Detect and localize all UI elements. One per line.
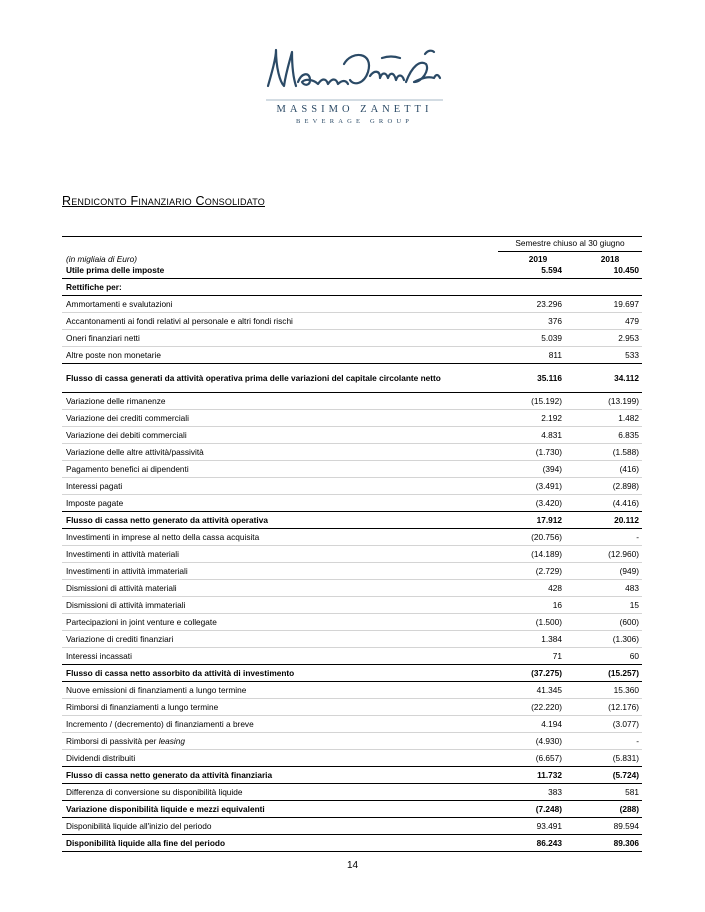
value-2018: 6.835 xyxy=(618,430,639,440)
value-2019: 4.831 xyxy=(541,430,562,440)
year-2018-header: 2018 xyxy=(600,254,620,264)
value-2019: (3.491) xyxy=(535,481,562,491)
value-2019: 1.384 xyxy=(541,634,562,644)
table-row xyxy=(62,444,642,461)
value-2019: 86.243 xyxy=(536,838,562,848)
row-label: Variazione dei crediti commerciali xyxy=(66,413,189,423)
year-2019-header: 2019 xyxy=(528,254,548,264)
cash-flow-table xyxy=(62,230,642,852)
row-label: Rimborsi di finanziamenti a lungo termine xyxy=(66,702,219,712)
value-2018: 479 xyxy=(625,316,639,326)
row-label: Disponibilità liquide alla fine del periodo xyxy=(66,838,226,848)
value-2018: - xyxy=(636,532,639,542)
header-top-rule xyxy=(62,236,642,237)
value-2019: 811 xyxy=(548,350,562,360)
row-label: Pagamento benefici ai dipendenti xyxy=(66,464,189,474)
row-label: Variazione delle altre attività/passività xyxy=(66,447,204,457)
value-2019: 23.296 xyxy=(536,299,562,309)
row-label: Dismissioni di attività immateriali xyxy=(66,600,186,610)
row-label: Investimenti in imprese al netto della cassa acquisita xyxy=(66,532,260,542)
value-2018: (416) xyxy=(619,464,639,474)
table-row xyxy=(62,262,642,279)
value-2019: (1.730) xyxy=(535,447,562,457)
table-row xyxy=(62,818,642,835)
table-row xyxy=(62,427,642,444)
table-row xyxy=(62,682,642,699)
value-2018: (15.257) xyxy=(608,668,639,678)
row-label: Dismissioni di attività materiali xyxy=(66,583,177,593)
value-2018: (3.077) xyxy=(612,719,639,729)
value-2019: (3.420) xyxy=(535,498,562,508)
row-label: Rettifiche per: xyxy=(66,282,122,292)
value-2019: 11.732 xyxy=(537,770,562,780)
table-row xyxy=(62,631,642,648)
value-2018: 2.953 xyxy=(618,333,639,343)
table-row xyxy=(62,313,642,330)
value-2019: (37.275) xyxy=(531,668,562,678)
value-2018: (288) xyxy=(619,804,639,814)
value-2018: 533 xyxy=(625,350,639,360)
table-row xyxy=(62,478,642,495)
page-title: Rendiconto Finanziario Consolidato xyxy=(62,194,265,208)
row-label: Incremento / (decremento) di finanziamenti a breve xyxy=(66,719,254,729)
row-label: Investimenti in attività materiali xyxy=(66,549,179,559)
table-row xyxy=(62,665,642,682)
value-2019: 376 xyxy=(548,316,562,326)
value-2018: 1.482 xyxy=(618,413,639,423)
value-2019: 428 xyxy=(548,583,562,593)
table-row xyxy=(62,512,642,529)
value-2018: 581 xyxy=(625,787,639,797)
value-2018: 10.450 xyxy=(613,265,639,275)
value-2018: (4.416) xyxy=(612,498,639,508)
row-label: Variazione di crediti finanziari xyxy=(66,634,174,644)
signature-logo-icon xyxy=(262,42,447,102)
value-2019: 16 xyxy=(552,600,562,610)
row-label: Accantonamenti ai fondi relativi al personale e altri fondi rischi xyxy=(66,316,293,326)
value-2019: 41.345 xyxy=(536,685,562,695)
row-label: Nuove emissioni di finanziamenti a lungo termine xyxy=(66,685,247,695)
value-2018: (949) xyxy=(619,566,639,576)
table-header xyxy=(62,230,642,262)
value-2018: (1.306) xyxy=(612,634,639,644)
table-row xyxy=(62,410,642,427)
value-2019: 35.116 xyxy=(537,373,562,383)
value-2018: 483 xyxy=(625,583,639,593)
value-2019: 4.194 xyxy=(541,719,562,729)
value-2019: 5.039 xyxy=(541,333,562,343)
value-2019: (394) xyxy=(542,464,562,474)
row-label: Partecipazioni in joint venture e collegate xyxy=(66,617,217,627)
table-row xyxy=(62,784,642,801)
value-2018: (5.724) xyxy=(612,770,639,780)
table-row xyxy=(62,716,642,733)
value-2019: (1.500) xyxy=(535,617,562,627)
period-heading: Semestre chiuso al 30 giugno xyxy=(515,238,625,248)
value-2018: (2.898) xyxy=(612,481,639,491)
value-2018: 20.112 xyxy=(614,515,639,525)
row-label: Interessi pagati xyxy=(66,481,123,491)
table-row xyxy=(62,364,642,393)
row-label: Investimenti in attività immateriali xyxy=(66,566,188,576)
value-2018: (13.199) xyxy=(608,396,639,406)
value-2019: (15.192) xyxy=(531,396,562,406)
period-rule xyxy=(498,251,642,252)
value-2018: 15.360 xyxy=(613,685,639,695)
value-2019: (4.930) xyxy=(535,736,562,746)
value-2019: 71 xyxy=(552,651,562,661)
table-row xyxy=(62,835,642,852)
table-row xyxy=(62,296,642,313)
row-label: Altre poste non monetarie xyxy=(66,350,162,360)
value-2018: 19.697 xyxy=(613,299,639,309)
value-2019: 5.594 xyxy=(541,265,562,275)
value-2019: (22.220) xyxy=(531,702,562,712)
value-2018: 34.112 xyxy=(614,373,639,383)
value-2018: 89.594 xyxy=(613,821,639,831)
table-row xyxy=(62,648,642,665)
value-2019: 2.192 xyxy=(541,413,562,423)
value-2019: (6.657) xyxy=(535,753,562,763)
row-label: Flusso di cassa netto generato da attività finanziaria xyxy=(66,770,273,780)
table-row xyxy=(62,733,642,750)
row-label: Variazione delle rimanenze xyxy=(66,396,166,406)
table-row xyxy=(62,750,642,767)
table-row xyxy=(62,580,642,597)
value-2018: (12.960) xyxy=(608,549,639,559)
value-2018: 60 xyxy=(629,651,639,661)
table-row xyxy=(62,597,642,614)
value-2019: 93.491 xyxy=(536,821,562,831)
value-2018: - xyxy=(636,736,639,746)
row-label: Differenza di conversione su disponibilità liquide xyxy=(66,787,243,797)
page-number: 14 xyxy=(346,860,359,871)
value-2018: 89.306 xyxy=(613,838,639,848)
table-row xyxy=(62,347,642,364)
value-2018: 15 xyxy=(629,600,639,610)
table-row xyxy=(62,393,642,410)
table-row xyxy=(62,767,642,784)
leasing-term: leasing xyxy=(158,736,185,746)
row-label: Utile prima delle imposte xyxy=(66,265,165,275)
row-label: Variazione dei debiti commerciali xyxy=(66,430,187,440)
value-2018: (5.831) xyxy=(612,753,639,763)
table-row xyxy=(62,699,642,716)
row-label: Ammortamenti e svalutazioni xyxy=(66,299,173,309)
table-row xyxy=(62,461,642,478)
logo-company-name: MASSIMO ZANETTI xyxy=(276,104,433,115)
row-label: Oneri finanziari netti xyxy=(66,333,140,343)
row-label: Imposte pagate xyxy=(66,498,124,508)
logo-company-subtitle: BEVERAGE GROUP xyxy=(295,118,414,125)
row-label: Rimborsi di passività per leasing xyxy=(66,736,185,746)
table-row xyxy=(62,546,642,563)
value-2019: 383 xyxy=(548,787,562,797)
table-row xyxy=(62,495,642,512)
row-label: Disponibilità liquide all'inizio del periodo xyxy=(66,821,212,831)
value-2019: (20.756) xyxy=(531,532,562,542)
row-label: Flusso di cassa generati da attività operativa prima delle variazioni del capitale circolante netto xyxy=(66,373,441,383)
unit-label: (in migliaia di Euro) xyxy=(66,254,138,264)
value-2018: (600) xyxy=(619,617,639,627)
value-2019: (14.189) xyxy=(531,549,562,559)
row-label: Flusso di cassa netto assorbito da attività di investimento xyxy=(66,668,295,678)
table-row xyxy=(62,529,642,546)
value-2019: (7.248) xyxy=(535,804,562,814)
value-2018: (12.176) xyxy=(608,702,639,712)
value-2018: (1.588) xyxy=(612,447,639,457)
row-label: Variazione disponibilità liquide e mezzi equivalenti xyxy=(66,804,265,814)
table-body xyxy=(62,262,642,852)
row-label: Flusso di cassa netto generato da attività operativa xyxy=(66,515,268,525)
table-row xyxy=(62,330,642,347)
row-label: Interessi incassati xyxy=(66,651,132,661)
row-label: Dividendi distribuiti xyxy=(66,753,136,763)
value-2019: (2.729) xyxy=(535,566,562,576)
value-2019: 17.912 xyxy=(536,515,562,525)
table-row xyxy=(62,801,642,818)
company-logo xyxy=(262,42,447,134)
table-row xyxy=(62,563,642,580)
table-row xyxy=(62,614,642,631)
table-row xyxy=(62,279,642,296)
